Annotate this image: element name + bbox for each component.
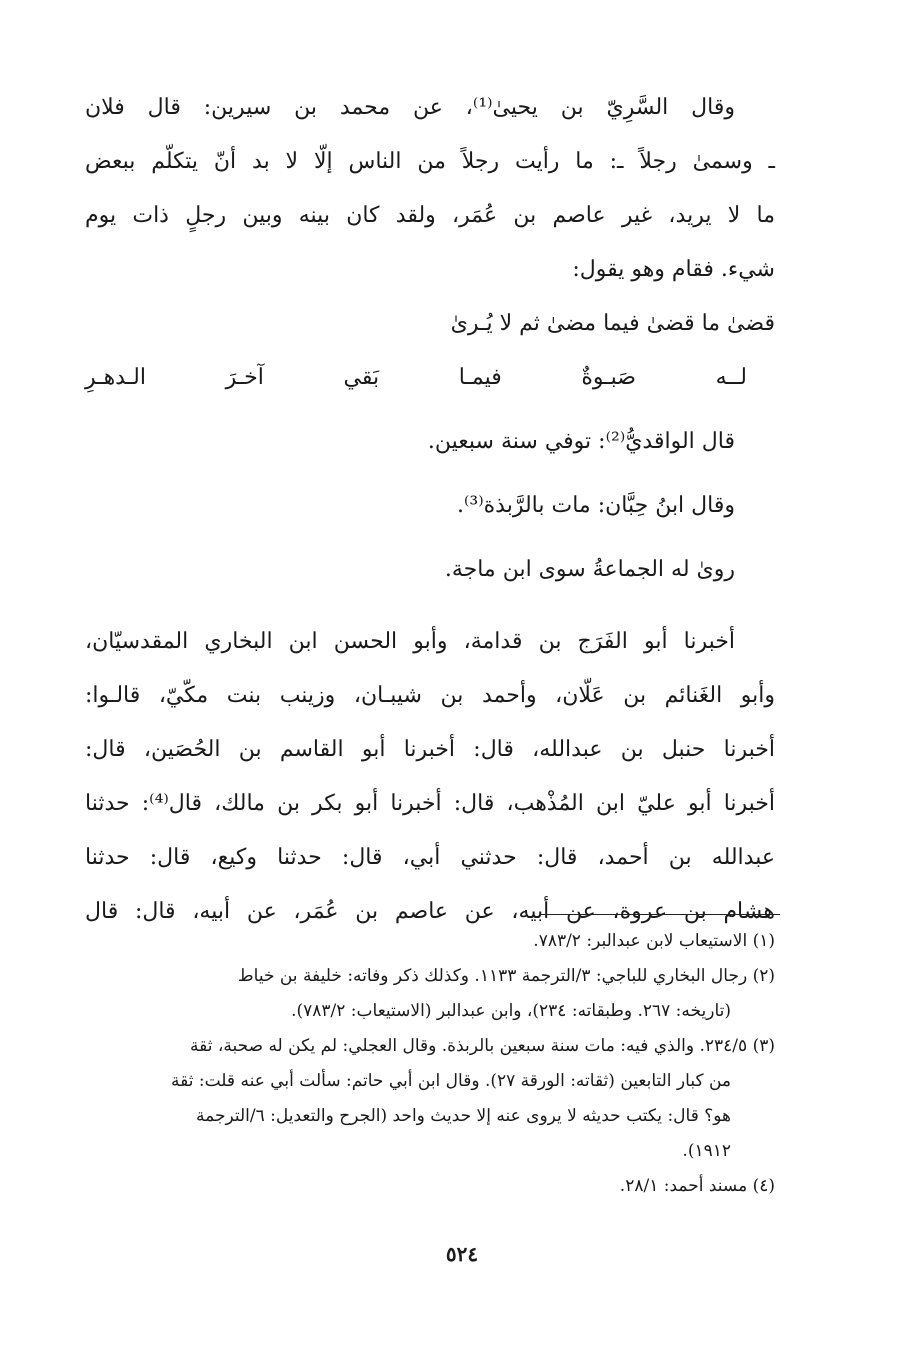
verse-line-2: لــه صَبـوةٌ فيمـا بَقي آخـرَ الـدهـرِ: [85, 365, 747, 390]
text-line: وأبو الغَنائم بن عَلّان، وأحمد بن شيبـان، وزينب بنت مكّيّ، قالـوا:: [85, 683, 775, 708]
verse-line-1: قضىٰ ما قضىٰ فيما مضىٰ ثم لا يُـرىٰ: [450, 311, 775, 336]
text-line: أخبرنا أبو الفَرَج بن قدامة، وأبو الحسن ابن البخاري المقدسيّان،: [85, 629, 735, 654]
text-line: شيء. فقام وهو يقول:: [572, 257, 775, 282]
text-line: أخبرنا أبو عليّ ابن المُذْهب، قال: أخبرنا أبو بكر بن مالك، قال⁽⁴⁾: حدثنا: [85, 791, 776, 816]
text-line: ـ وسمىٰ رجلاً ـ: ما رأيت رجلاً من الناس إلّا لا بد أنّ يتكلّم ببعض: [85, 149, 775, 174]
footnote-line: (٤) مسند أحمد: ٢٨/١.: [619, 1176, 775, 1196]
text-line: عبدالله بن أحمد، قال: حدثني أبي، قال: حدثنا وكيع، قال: حدثنا: [85, 845, 775, 870]
footnote-line: (٢) رجال البخاري للباجي: ٣/الترجمة ١١٣٣. وكذلك ذكر وفاته: خليفة بن خياط: [237, 966, 775, 986]
paragraph-2: [85, 622, 775, 946]
footnote-separator: [540, 914, 780, 915]
footnote-line: (٣) ٢٣٤/٥. والذي فيه: مات سنة سبعين بالربذة. وقال العجلي: لم يكن له صحبة، ثقة: [190, 1036, 775, 1056]
footnote-line: (١) الاستيعاب لابن عبدالبر: ٧٨٣/٢.: [533, 931, 775, 951]
text-line: وقال ابنُ حِبَّان: مات بالرَّبذة⁽³⁾.: [457, 493, 735, 518]
footnote-line: من كبار التابعين (ثقاته: الورقة ٢٧). وقال ابن أبي حاتم: سألت أبي عنه قلت: ثقة: [171, 1071, 731, 1091]
text-line: وقال السَّرِيّ بن يحيىٰ⁽¹⁾، عن محمد بن سيرين: قال فلان: [85, 95, 735, 120]
footnote-line: ١٩١٢).: [682, 1141, 731, 1161]
footnote-line: هو؟ قال: يكتب حديثه لا يروى عنه إلا حديث واحد (الجرح والتعديل: ٦/الترجمة: [196, 1106, 731, 1126]
poetry-verse: [85, 304, 775, 412]
text-line: أخبرنا حنبل بن عبدالله، قال: أخبرنا أبو القاسم بن الحُصَين، قال:: [85, 737, 775, 762]
text-line: ما لا يريد، غير عاصم بن عُمَر، ولقد كان بينه وبين رجلٍ ذات يوم: [85, 203, 775, 228]
footnotes: [85, 926, 775, 1206]
paragraph-1: [85, 88, 775, 304]
death-notes: [85, 422, 775, 614]
text-line: روىٰ له الجماعةُ سوى ابن ماجة.: [444, 557, 735, 582]
text-line: هشام بن عروة، عن أبيه، عن عاصم بن عُمَر، عن أبيه، قال: قال: [85, 899, 775, 924]
footnote-line: (تاريخه: ٢٦٧. وطبقاته: ٢٣٤)، وابن عبدالبر (الاستيعاب: ٧٨٣/٢).: [291, 1001, 731, 1021]
page-number: ٥٢٤: [445, 1242, 479, 1266]
text-line: قال الواقديُّ⁽²⁾: توفي سنة سبعين.: [427, 429, 735, 454]
main-text: [85, 88, 775, 946]
